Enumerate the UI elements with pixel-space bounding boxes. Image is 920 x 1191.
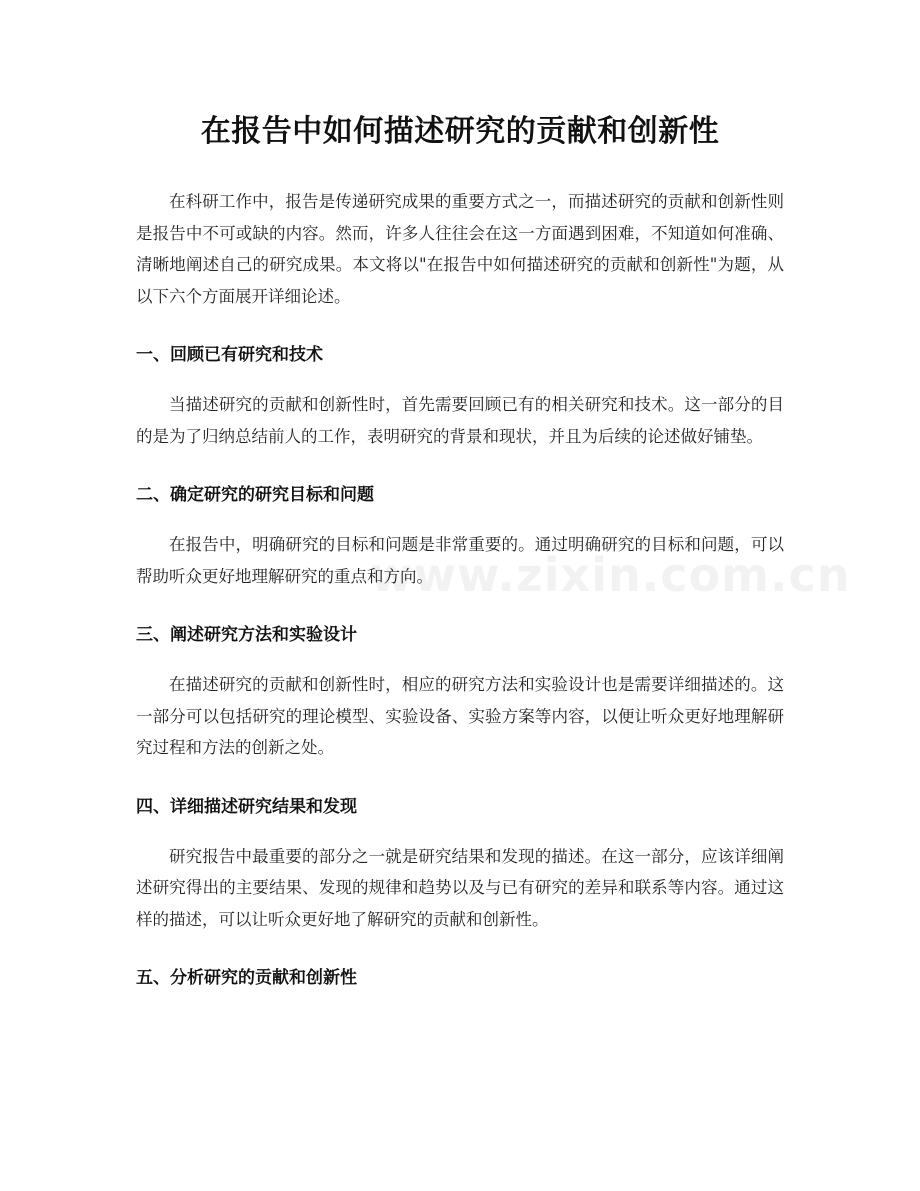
section-body-3: 在描述研究的贡献和创新性时，相应的研究方法和实验设计也是需要详细描述的。这一部分可以包括研究的理论模型、实验设备、实验方案等内容，以便让听众更好地理解研究过程和方法的创新之处。 bbox=[136, 675, 784, 757]
section-heading-2: 二、确定研究的研究目标和问题 bbox=[136, 485, 374, 505]
section-body-4: 研究报告中最重要的部分之一就是研究结果和发现的描述。在这一部分，应该详细阐述研究得出的主要结果、发现的规律和趋势以及与已有研究的差异和联系等内容。通过这样的描述，可以让听众更好地了解研究的贡献和创新性。 bbox=[136, 846, 784, 929]
section-body-2: 在报告中，明确研究的目标和问题是非常重要的。通过明确研究的目标和问题，可以帮助听众更好地理解研究的重点和方向。 bbox=[136, 535, 784, 586]
section-heading-5: 五、分析研究的贡献和创新性 bbox=[136, 968, 357, 988]
intro-paragraph: 在科研工作中，报告是传递研究成果的重要方式之一，而描述研究的贡献和创新性则是报告中不可或缺的内容。然而，许多人往往会在这一方面遇到困难，不知道如何准确、清晰地阐述自己的研究成果。本文将以"在报告中如何描述研究的贡献和创新性"为题，从以下六个方面展开详细论述。 bbox=[136, 192, 784, 306]
section-heading-1: 一、回顾已有研究和技术 bbox=[136, 345, 323, 365]
section-body-1: 当描述研究的贡献和创新性时，首先需要回顾已有的相关研究和技术。这一部分的目的是为了归纳总结前人的工作，表明研究的背景和现状，并且为后续的论述做好铺垫。 bbox=[136, 395, 784, 446]
page-title: 在报告中如何描述研究的贡献和创新性 bbox=[200, 114, 720, 149]
watermark: www.zixin.com.cn bbox=[370, 548, 851, 602]
section-heading-3: 三、阐述研究方法和实验设计 bbox=[136, 625, 357, 645]
section-heading-4: 四、详细描述研究结果和发现 bbox=[136, 796, 357, 817]
